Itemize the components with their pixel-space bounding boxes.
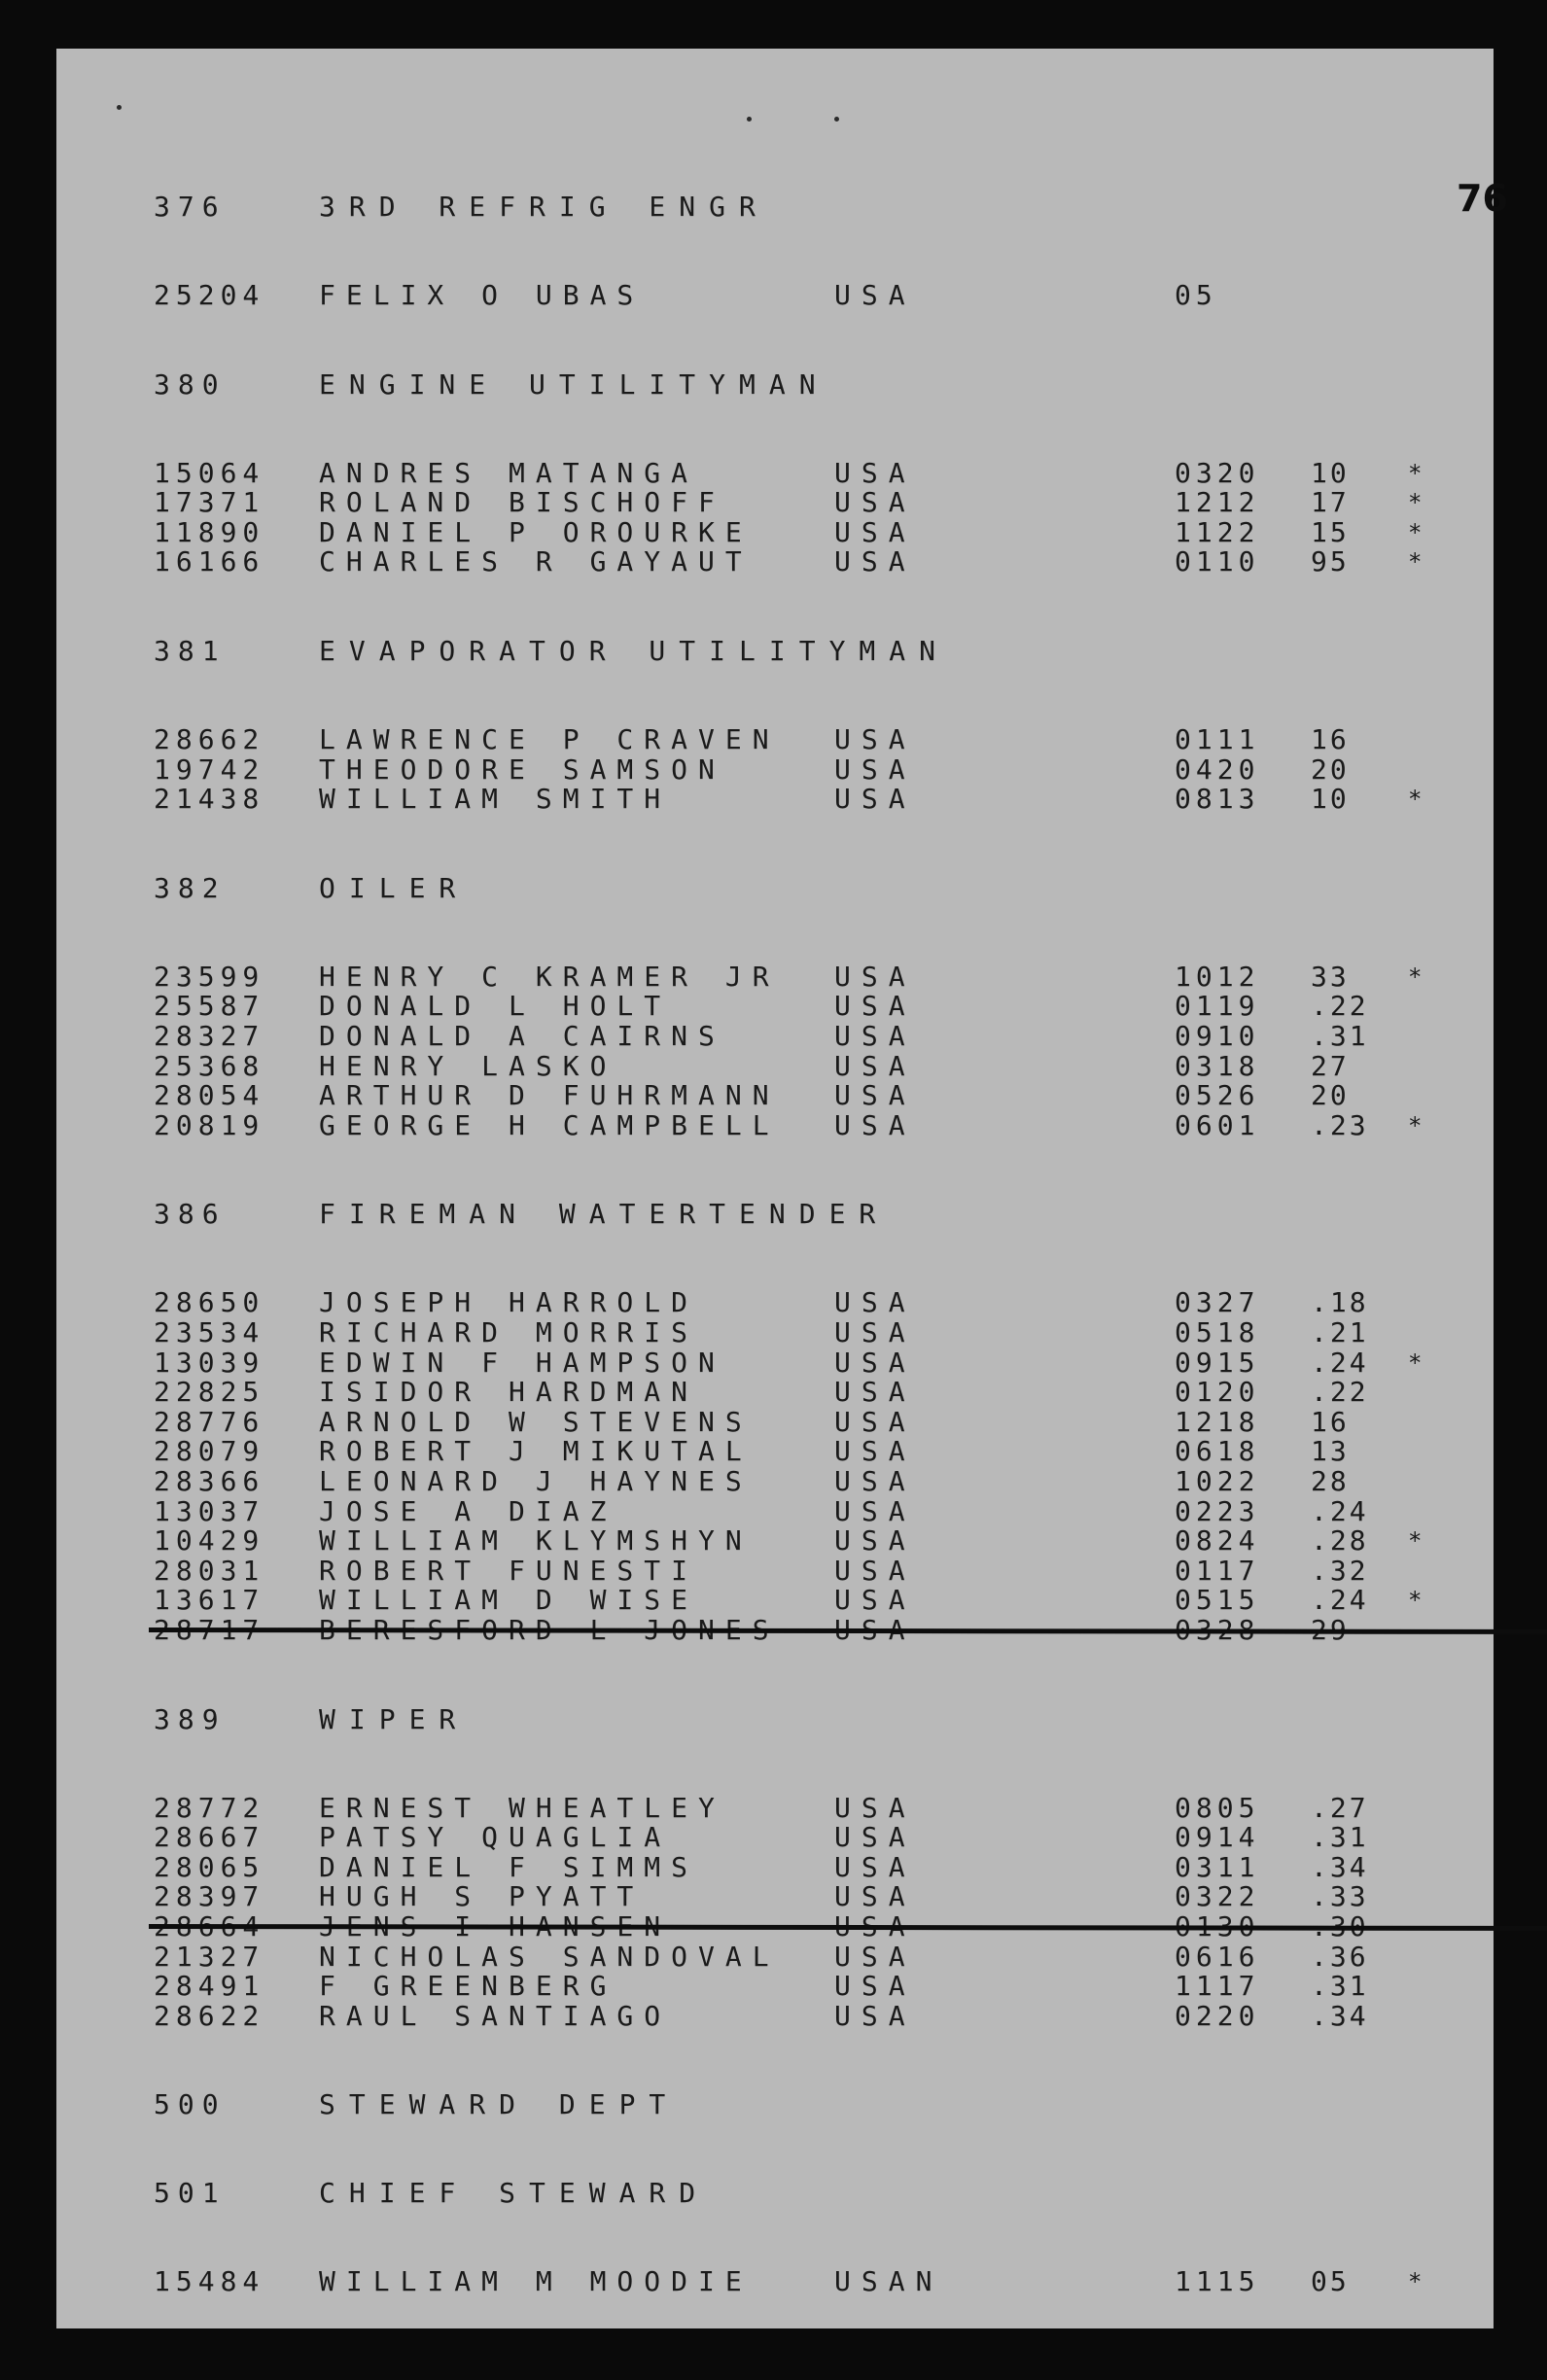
crew-nat: USA — [834, 1880, 916, 1913]
crew-id: 28650 — [154, 1286, 265, 1319]
crew-name: NICHOLAS SANDOVAL — [319, 1940, 780, 1973]
section-title: OILER — [319, 871, 470, 904]
crew-date: 1122 — [1175, 515, 1260, 548]
crew-rate: 28 — [1311, 1465, 1350, 1497]
speck — [747, 117, 752, 122]
crew-id: 25368 — [154, 1049, 265, 1082]
crew-nat: USA — [834, 1376, 916, 1409]
crew-date: 0111 — [1175, 723, 1260, 755]
crew-name: LAWRENCE P CRAVEN — [319, 723, 780, 755]
crew-id: 17371 — [154, 486, 265, 519]
crew-name: CHARLES R GAYAUT — [319, 545, 753, 578]
crew-nat: USA — [834, 545, 916, 578]
crew-date: 0322 — [1175, 1880, 1260, 1913]
crew-name: RAUL SANTIAGO — [319, 1999, 672, 2032]
crew-id: 21327 — [154, 1940, 265, 1973]
crew-rate: 20 — [1311, 752, 1350, 786]
crew-date: 1022 — [1175, 1465, 1260, 1497]
crew-rate: 20 — [1311, 1079, 1350, 1112]
crew-id: 25587 — [154, 990, 265, 1023]
crew-name: EDWIN F HAMPSON — [319, 1346, 725, 1379]
crew-id: 28079 — [154, 1435, 265, 1468]
crew-nat: USA — [834, 1020, 916, 1052]
crew-date: 0320 — [1175, 456, 1260, 489]
crew-mark: * — [1408, 962, 1423, 991]
crew-rate: 33 — [1311, 960, 1350, 993]
crew-date: 0601 — [1175, 1108, 1260, 1141]
crew-date: 0223 — [1175, 1494, 1260, 1527]
crew-rate: .31 — [1311, 1020, 1369, 1052]
crew-nat: USA — [834, 1465, 916, 1497]
crew-id: 28667 — [154, 1821, 265, 1854]
crew-name: F GREENBERG — [319, 1970, 617, 2003]
crew-name: ARTHUR D FUHRMANN — [319, 1079, 780, 1112]
crew-name: ARNOLD W STEVENS — [319, 1405, 753, 1438]
crew-rate: 95 — [1311, 545, 1350, 578]
crew-id: 11890 — [154, 515, 265, 548]
crew-id: 16166 — [154, 545, 265, 578]
crew-nat: USA — [834, 1910, 916, 1942]
crew-id: 28366 — [154, 1465, 265, 1497]
crew-nat: USA — [834, 456, 916, 489]
crew-nat: USA — [834, 1584, 916, 1617]
crew-date: 0327 — [1175, 1286, 1260, 1319]
crew-rate: .22 — [1311, 990, 1369, 1023]
crew-name: ROLAND BISCHOFF — [319, 486, 725, 519]
crew-nat: USA — [834, 1049, 916, 1082]
crew-rate: .21 — [1311, 1316, 1369, 1348]
crew-id: 28327 — [154, 1020, 265, 1052]
section-title: WIPER — [319, 1702, 470, 1735]
crew-date: 0618 — [1175, 1435, 1260, 1468]
crew-id: 25204 — [154, 279, 265, 311]
crew-date: 0910 — [1175, 1020, 1260, 1052]
crew-name: DONALD A CAIRNS — [319, 1020, 725, 1052]
crew-date: 0117 — [1175, 1554, 1260, 1587]
crew-mark: * — [1408, 489, 1423, 517]
crew-name: DANIEL F SIMMS — [319, 1850, 699, 1883]
crew-mark: * — [1408, 1348, 1423, 1377]
crew-rate: .24 — [1311, 1584, 1369, 1617]
crew-name: JOSEPH HARROLD — [319, 1286, 699, 1319]
crew-id: 23599 — [154, 960, 265, 993]
crew-id: 13039 — [154, 1346, 265, 1379]
crew-id: 19742 — [154, 752, 265, 786]
crew-name: DANIEL P OROURKE — [319, 515, 753, 548]
crew-rate: .32 — [1311, 1554, 1369, 1587]
crew-id: 15484 — [154, 2265, 265, 2298]
crew-rate: 10 — [1311, 456, 1350, 489]
speck — [117, 105, 122, 110]
section-code: 380 — [154, 368, 227, 401]
crew-id: 10429 — [154, 1524, 265, 1558]
crew-mark: * — [1408, 548, 1423, 577]
crew-name: HENRY C KRAMER JR — [319, 960, 780, 993]
crew-rate: .27 — [1311, 1791, 1369, 1824]
crew-name: RICHARD MORRIS — [319, 1316, 699, 1348]
crew-mark: * — [1408, 518, 1423, 546]
crew-id: 28717 — [154, 1614, 265, 1646]
crew-name: WILLIAM KLYMSHYN — [319, 1524, 753, 1558]
crew-date: 0220 — [1175, 1999, 1260, 2032]
section-title: STEWARD DEPT — [319, 2088, 680, 2121]
crew-nat: USA — [834, 1079, 916, 1112]
crew-rate: .24 — [1311, 1494, 1369, 1527]
crew-rate: .33 — [1311, 1880, 1369, 1913]
crew-mark: * — [1408, 1527, 1423, 1556]
crew-date: 0120 — [1175, 1376, 1260, 1409]
crew-nat: USA — [834, 1346, 916, 1379]
crew-nat: USA — [834, 752, 916, 786]
section-code: 381 — [154, 635, 227, 667]
crew-id: 28776 — [154, 1405, 265, 1438]
crew-name: ROBERT J MIKUTAL — [319, 1435, 753, 1468]
crew-rate: .28 — [1311, 1524, 1369, 1558]
document-page — [56, 49, 1508, 2328]
crew-name: JENS I HANSEN — [319, 1910, 672, 1942]
crew-date: 0813 — [1175, 783, 1260, 816]
crew-rate: .24 — [1311, 1346, 1369, 1379]
section-code: 382 — [154, 871, 227, 904]
section-title: FIREMAN WATERTENDER — [319, 1198, 890, 1231]
crew-nat: USA — [834, 1108, 916, 1141]
crew-id: 20819 — [154, 1108, 265, 1141]
crew-rate: .31 — [1311, 1821, 1369, 1854]
crew-name: HUGH S PYATT — [319, 1880, 645, 1913]
crew-nat: USA — [834, 783, 916, 816]
crew-id: 13617 — [154, 1584, 265, 1617]
crew-rate: .34 — [1311, 1999, 1369, 2032]
crew-nat: USA — [834, 723, 916, 755]
crew-date: 0914 — [1175, 1821, 1260, 1854]
crew-nat: USA — [834, 1940, 916, 1973]
crew-date: 0616 — [1175, 1940, 1260, 1973]
crew-date: 1212 — [1175, 486, 1260, 519]
crew-nat: USA — [834, 1286, 916, 1319]
crew-date: 0420 — [1175, 752, 1260, 786]
crew-rate: 29 — [1311, 1614, 1350, 1646]
crew-name: WILLIAM D WISE — [319, 1584, 699, 1617]
crew-id: 28772 — [154, 1791, 265, 1824]
crew-id: 13037 — [154, 1494, 265, 1527]
section-title: ENGINE UTILITYMAN — [319, 368, 829, 401]
crew-date: 0318 — [1175, 1049, 1260, 1082]
crew-date: 0110 — [1175, 545, 1260, 578]
crew-nat: USA — [834, 279, 916, 311]
crew-date: 0824 — [1175, 1524, 1260, 1558]
speck — [834, 117, 839, 122]
crew-id: 28664 — [154, 1910, 265, 1942]
crew-id: 28397 — [154, 1880, 265, 1913]
crew-mark: * — [1408, 2268, 1423, 2296]
crew-nat: USA — [834, 1494, 916, 1527]
crew-date: 0328 — [1175, 1614, 1260, 1646]
crew-nat: USA — [834, 1524, 916, 1558]
section-code: 376 — [154, 191, 227, 223]
crew-id: 28622 — [154, 1999, 265, 2032]
crew-name: LEONARD J HAYNES — [319, 1465, 753, 1497]
crew-name: GEORGE H CAMPBELL — [319, 1108, 780, 1141]
crew-name: ROBERT FUNESTI — [319, 1554, 699, 1587]
crew-date: 0515 — [1175, 1584, 1260, 1617]
section-title: 3RD REFRIG ENGR — [319, 191, 769, 223]
section-title: EVAPORATOR UTILITYMAN — [319, 635, 950, 667]
crew-nat: USAN — [834, 2265, 943, 2298]
crew-name: THEODORE SAMSON — [319, 752, 725, 786]
crew-nat: USA — [834, 1999, 916, 2032]
crew-mark: * — [1408, 786, 1423, 814]
crew-rate: .23 — [1311, 1108, 1369, 1141]
crew-rate: 16 — [1311, 1405, 1350, 1438]
crew-name: ISIDOR HARDMAN — [319, 1376, 699, 1409]
crew-id: 22825 — [154, 1376, 265, 1409]
crew-id: 28054 — [154, 1079, 265, 1112]
crew-nat: USA — [834, 515, 916, 548]
crew-mark: * — [1408, 459, 1423, 487]
crew-name: BERESFORD L JONES — [319, 1614, 780, 1646]
crew-nat: USA — [834, 486, 916, 519]
crew-id: 28031 — [154, 1554, 265, 1587]
section-code: 389 — [154, 1702, 227, 1735]
crew-mark: * — [1408, 1111, 1423, 1139]
crew-rate: .30 — [1311, 1910, 1369, 1942]
crew-name: HENRY LASKO — [319, 1049, 617, 1082]
section-code: 500 — [154, 2088, 227, 2121]
crew-nat: USA — [834, 1554, 916, 1587]
crew-id: 28065 — [154, 1850, 265, 1883]
crew-rate: .31 — [1311, 1970, 1369, 2003]
crew-id: 21438 — [154, 783, 265, 816]
crew-mark: * — [1408, 1587, 1423, 1615]
crew-name: JOSE A DIAZ — [319, 1494, 617, 1527]
section-title: CHIEF STEWARD — [319, 2177, 710, 2210]
crew-rate: 10 — [1311, 783, 1350, 816]
crew-rate: .36 — [1311, 1940, 1369, 1973]
crew-rate: 27 — [1311, 1049, 1350, 1082]
crew-nat: USA — [834, 960, 916, 993]
crew-nat: USA — [834, 1614, 916, 1646]
crew-nat: USA — [834, 1405, 916, 1438]
crew-date: 0119 — [1175, 990, 1260, 1023]
crew-name: PATSY QUAGLIA — [319, 1821, 672, 1854]
crew-date: 0805 — [1175, 1791, 1260, 1824]
crew-rate: 17 — [1311, 486, 1350, 519]
crew-name: FELIX O UBAS — [319, 279, 645, 311]
crew-rate: 13 — [1311, 1435, 1350, 1468]
crew-id: 23534 — [154, 1316, 265, 1348]
crew-rate: 15 — [1311, 515, 1350, 548]
crew-rate: .22 — [1311, 1376, 1369, 1409]
crew-rate: .18 — [1311, 1286, 1369, 1319]
crew-date: 0518 — [1175, 1316, 1260, 1348]
crew-nat: USA — [834, 1791, 916, 1824]
crew-name: WILLIAM SMITH — [319, 783, 672, 816]
crew-id: 28662 — [154, 723, 265, 755]
section-code: 386 — [154, 1198, 227, 1231]
crew-date: 1012 — [1175, 960, 1260, 993]
crew-nat: USA — [834, 990, 916, 1023]
crew-nat: USA — [834, 1970, 916, 2003]
crew-date: 1115 — [1175, 2265, 1260, 2298]
crew-name: DONALD L HOLT — [319, 990, 672, 1023]
section-code: 501 — [154, 2177, 227, 2210]
crew-rate: .34 — [1311, 1850, 1369, 1883]
crew-date: 0311 — [1175, 1850, 1260, 1883]
crew-date: 0130 — [1175, 1910, 1260, 1942]
crew-date: 0526 — [1175, 1079, 1260, 1112]
crew-name: ERNEST WHEATLEY — [319, 1791, 725, 1824]
crew-date: 05 — [1175, 279, 1217, 311]
crew-rate: 05 — [1311, 2265, 1350, 2298]
crew-date: 1218 — [1175, 1405, 1260, 1438]
crew-nat: USA — [834, 1821, 916, 1854]
page-number: 76 — [1457, 177, 1508, 220]
crew-date: 1117 — [1175, 1970, 1260, 2003]
crew-name: WILLIAM M MOODIE — [319, 2265, 753, 2298]
crew-rate: 16 — [1311, 723, 1350, 755]
crew-id: 15064 — [154, 456, 265, 489]
crew-name: ANDRES MATANGA — [319, 456, 699, 489]
crew-id: 28491 — [154, 1970, 265, 2003]
crew-date: 0915 — [1175, 1346, 1260, 1379]
crew-nat: USA — [834, 1435, 916, 1468]
crew-nat: USA — [834, 1850, 916, 1883]
crew-nat: USA — [834, 1316, 916, 1348]
